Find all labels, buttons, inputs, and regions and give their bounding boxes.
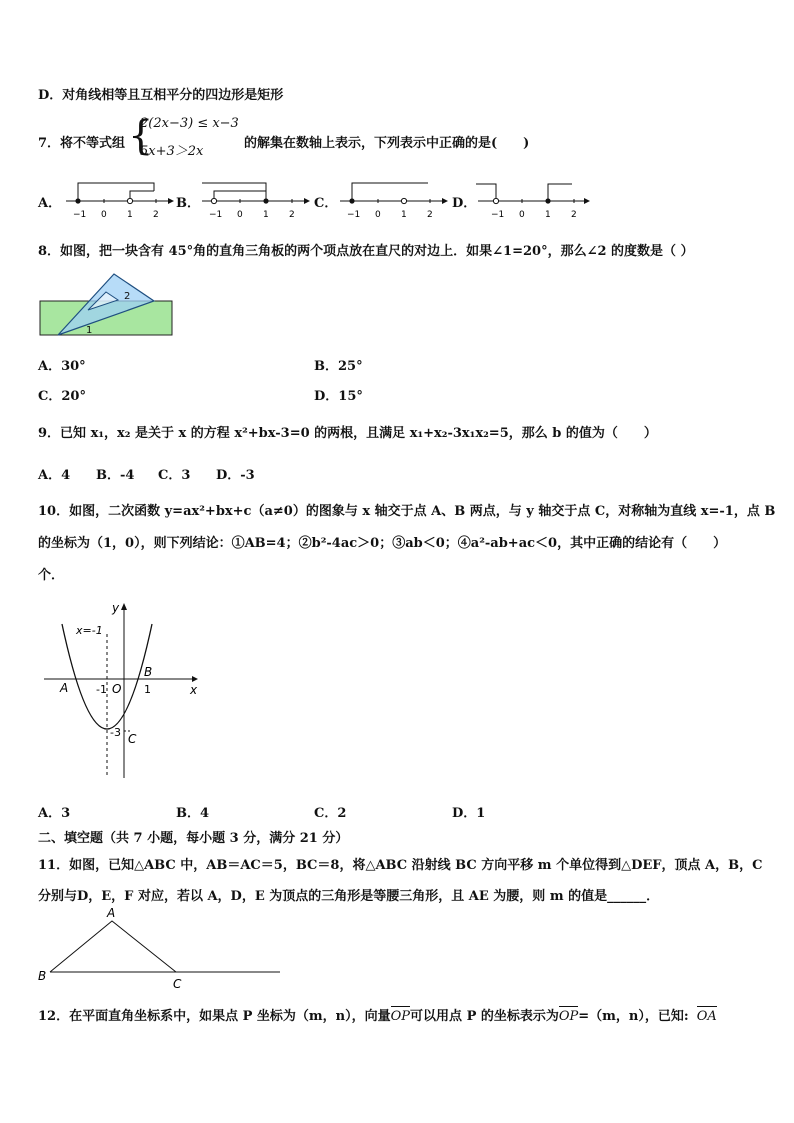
tick-neg3-label: -3: [110, 726, 121, 739]
vertex-a-label: A: [107, 906, 116, 920]
q9-option-b: B．-4: [96, 468, 135, 483]
q12-stem: [38, 1005, 717, 1024]
tick-label: 1: [401, 210, 407, 220]
tick-label: 2: [289, 210, 295, 220]
triangle-abc: [50, 921, 176, 972]
q12-part3: =（m，n），已知:: [578, 1009, 689, 1024]
q7-option-c-label: C．: [314, 196, 338, 211]
point-c-label: C: [128, 732, 137, 746]
q9-stem: 9．已知 x₁，x₂ 是关于 x 的方程 x²+bx-3=0 的两根，且满足 x₁+x₂-3x₁x₂=5，那么 b 的值为（ ）: [38, 426, 657, 441]
tick-label: 2: [427, 210, 433, 220]
q7-option-a-label: A．: [38, 196, 62, 211]
q10-stem-line3: 个．: [38, 568, 65, 583]
symmetry-label: x=-1: [76, 624, 103, 637]
tick-label: −1: [209, 210, 223, 220]
tick-label: 0: [519, 210, 525, 220]
q7-numberline-b: [198, 178, 310, 220]
brace-icon: {: [128, 113, 154, 159]
vertex-b-label: B: [38, 969, 47, 983]
vector-op: OP: [390, 1009, 411, 1024]
q10-option-d: D．1: [452, 806, 486, 821]
q6-option-d: D．对角线相等且互相平分的四边形是矩形: [38, 88, 284, 103]
angle-1-label: 1: [86, 325, 93, 336]
q7-option-b-label: B．: [176, 196, 200, 211]
q10-stem-line2: 的坐标为（1，0），则下列结论：①AB=4；②b²-4ac＞0；③ab＜0；④a²-ab+ac＜0，其中正确的结论有（ ）: [38, 536, 727, 551]
q10-option-a: A．3: [38, 806, 71, 821]
q10-parabola-graph: [40, 598, 205, 783]
tick-label: −1: [347, 210, 361, 220]
q8-option-b: B．25°: [314, 359, 363, 374]
q11-stem-line1: 11．如图，已知△ABC 中，AB＝AC＝5，BC＝8，将△ABC 沿射线 BC 方向平移 m 个单位得到△DEF，顶点 A，B，C: [38, 858, 763, 873]
q9-option-c: C．3: [158, 468, 191, 483]
tick-label: 1: [263, 210, 269, 220]
q10-option-c: C．2: [314, 806, 347, 821]
x-axis-label: x: [190, 683, 198, 697]
point-a-label: A: [60, 681, 69, 695]
q8-stem: 8．如图，把一块含有 45°角的直角三角板的两个项点放在直尺的对边上．如果∠1=20°，那么∠2 的度数是（ ）: [38, 244, 694, 259]
q8-option-a: A．30°: [38, 359, 86, 374]
tick-neg1-label: -1: [96, 683, 107, 696]
tick-label: 1: [127, 210, 133, 220]
q7-inequality-1: 2(2x−3) ≤ x−3: [140, 116, 239, 131]
q12-part1: 12．在平面直角坐标系中，如果点 P 坐标为（m，n），向量: [38, 1009, 391, 1024]
q8-option-d: D．15°: [314, 389, 363, 404]
q7-numberline-d: [474, 178, 590, 220]
tick-label: 0: [375, 210, 381, 220]
q9-option-d: D．-3: [216, 468, 255, 483]
q11-stem-line2: 分别与D，E，F 对应，若以 A，D，E 为顶点的三角形是等腰三角形，且 AE 为腰，则 m 的值是______．: [38, 889, 660, 904]
tick-label: −1: [73, 210, 87, 220]
tick-label: 2: [571, 210, 577, 220]
tick-label: 0: [101, 210, 107, 220]
q12-part2: 可以用点 P 的坐标表示为: [410, 1009, 559, 1024]
q7-numberline-a: [62, 178, 174, 220]
tick-label: 1: [545, 210, 551, 220]
origin-label: O: [112, 682, 122, 696]
q10-stem-line1: 10．如图，二次函数 y=ax²+bx+c（a≠0）的图象与 x 轴交于点 A、B 两点，与 y 轴交于点 C，对称轴为直线 x=-1，点 B: [38, 504, 776, 519]
tick-1-label: 1: [144, 683, 151, 696]
q7-suffix: 的解集在数轴上表示，下列表示中正确的是( ): [244, 136, 530, 151]
vector-oa: OA: [696, 1009, 717, 1024]
vector-op-2: OP: [558, 1009, 579, 1024]
q7-inequality-2: 5x+3＞2x: [140, 144, 204, 159]
section2-title: 二、填空题（共 7 小题，每小题 3 分，满分 21 分）: [38, 831, 349, 846]
tick-label: 0: [237, 210, 243, 220]
q8-option-c: C．20°: [38, 389, 86, 404]
tick-label: −1: [491, 210, 505, 220]
angle-2-label: 2: [124, 291, 131, 302]
q11-triangle-figure: [36, 904, 286, 992]
q7-option-d-label: D．: [452, 196, 477, 211]
q9-option-a: A．4: [38, 468, 71, 483]
q7-inequality-system: [128, 113, 240, 160]
point-b-label: B: [144, 665, 153, 679]
y-axis-label: y: [112, 601, 120, 615]
q7-prefix: 7．将不等式组: [38, 136, 126, 151]
q8-figure: [36, 270, 178, 340]
tick-label: 2: [153, 210, 159, 220]
q10-option-b: B．4: [176, 806, 210, 821]
q7-numberline-c: [336, 178, 448, 220]
vertex-c-label: C: [173, 977, 182, 991]
